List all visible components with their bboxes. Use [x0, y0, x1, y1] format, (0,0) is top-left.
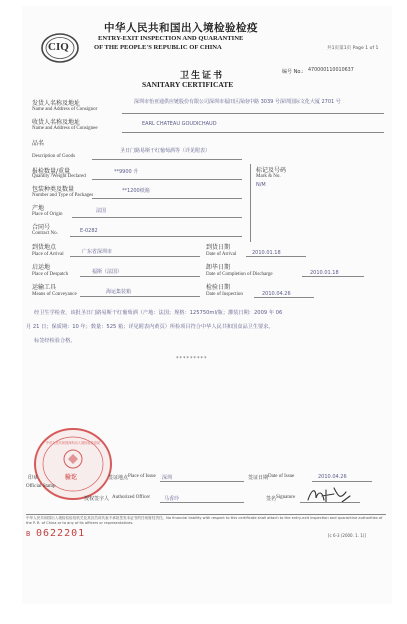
packages-value: **1200纸箱 — [122, 188, 150, 194]
certificate-title-cn: 卫生证书 — [180, 71, 225, 81]
result-line-3: 标签经检验合格。 — [34, 338, 76, 344]
certificate-sheet — [22, 6, 392, 604]
contract-label-en: Contract No. — [32, 231, 58, 236]
despatch-label-cn: 启运地 — [32, 264, 51, 271]
issue-place-underline — [160, 481, 244, 482]
quantity-label-en: Quantity /Weight Declared — [32, 174, 86, 179]
quantity-value: **9900 升 — [114, 169, 139, 175]
conveyance-value: 海运集装箱 — [106, 289, 132, 295]
consignor-label-en: Name and Address of Consignor — [32, 107, 98, 112]
stamp-label-cn: 印章 — [28, 475, 39, 481]
result-line-1: 经卫生学检查，该批圣日门路易斯干红葡萄酒（产地：法国；规格：125750ml/瓶；灌装日期：2009 年 06 — [34, 310, 283, 316]
consignee-value: EARL CHATEAU GOUDICHAUD — [142, 121, 217, 127]
marks-divider — [250, 164, 251, 242]
origin-underline — [72, 217, 242, 218]
arrival-place-underline — [70, 256, 200, 257]
officer-label-en: Authorized Officer — [112, 495, 151, 500]
issue-date-underline — [312, 481, 372, 482]
marks-label-en: Mark & No. — [256, 174, 281, 179]
issue-place-value: 深圳 — [162, 475, 173, 481]
header-title-cn: 中华人民共和国出入境检验检疫 — [104, 22, 258, 34]
consignee-label-cn: 收货人名称及地址 — [32, 119, 81, 126]
stamp-label-en: Official Stamp — [26, 484, 56, 489]
discharge-underline — [302, 276, 364, 277]
origin-label-en: Place of Origin — [32, 212, 63, 217]
handwritten-signature — [304, 484, 354, 510]
discharge-label-cn: 卸毕日期 — [206, 264, 231, 271]
goods-label-cn: 品名 — [32, 140, 45, 147]
disclaimer-text: 中华人民共和国出入境检验检疫机关及其官员或代表不承担签发本证书的任何财经责任。No financial liability with respect to this certificate shall attach to the entry-exit inspection and quarantine authorities of the P. R. of China or to any of its officers or representatives. — [26, 516, 383, 525]
despatch-label-en: Place of Despatch — [32, 272, 69, 277]
official-seal — [32, 426, 114, 502]
consignee-label-en: Name and Address of Consignee — [32, 126, 98, 131]
inspection-label-cn: 检验日期 — [206, 284, 231, 291]
issue-place-label-cn: 签证地点 — [108, 475, 129, 481]
officer-value: 马香玲 — [164, 496, 180, 502]
result-separator: ********* — [176, 356, 208, 362]
number-label: 编号 No.: — [282, 69, 304, 75]
number-value: 470000110010637 — [308, 68, 354, 73]
contract-underline — [70, 236, 242, 237]
packages-label-cn: 包装种类及数量 — [32, 186, 75, 193]
arrival-date-value: 2010.01.18 — [252, 250, 281, 256]
quantity-underline — [92, 179, 242, 180]
seal-ring-text: 中华人民共和国深圳出入境检验检疫局 — [45, 441, 101, 445]
issue-date-label-en: Date of Issue — [268, 474, 295, 479]
despatch-underline — [80, 276, 200, 277]
arrival-date-underline — [246, 256, 306, 257]
conveyance-label-cn: 运输工具 — [32, 284, 57, 291]
arrival-date-label-cn: 到货日期 — [206, 244, 231, 251]
logo-text: CIQ — [48, 41, 69, 53]
header-title-en-2: OF THE PEOPLE'S REPUBLIC OF CHINA — [94, 44, 222, 51]
consignor-label-cn: 发货人名称及地址 — [32, 100, 81, 107]
serial-number: 0622201 — [36, 528, 86, 539]
consignor-value: 深圳市怡亚通供应链股份有限公司深圳市福田区深南中路 3039 号深圳国际文化大厦 2701 号 — [134, 99, 341, 105]
certificate-title-en: SANITARY CERTIFICATE — [142, 80, 234, 89]
consignee-underline — [122, 132, 384, 133]
discharge-label-en: Date of Completion of Discharge — [206, 272, 273, 277]
packages-underline — [92, 198, 242, 199]
ciq-logo — [40, 32, 80, 64]
origin-label-cn: 产地 — [32, 205, 45, 212]
result-line-2: 月 21 日；保质期：10 年；数量：525 箱；详见附表内黄页）所检项目符合中华人民共和国食品卫生要求。 — [26, 324, 274, 330]
contract-label-cn: 合同号 — [32, 224, 51, 231]
conveyance-underline — [80, 296, 200, 297]
officer-underline — [160, 502, 244, 503]
issue-date-value: 2010.04.26 — [318, 474, 347, 480]
discharge-value: 2010.01.18 — [310, 270, 339, 276]
goods-value: 圣日门路易斯干红葡萄酒等（详见附表） — [120, 148, 211, 154]
despatch-value: 福斯（法国） — [92, 269, 123, 275]
quantity-label-cn: 报检数量/重量 — [32, 168, 71, 175]
contract-value: E-0282 — [80, 228, 98, 234]
disclaimer-rule — [26, 514, 386, 515]
arrival-place-value: 广东省深圳市 — [82, 249, 113, 255]
arrival-place-label-en: Place of Arrival — [32, 252, 64, 257]
inspection-value: 2010.04.26 — [262, 291, 291, 297]
marks-label-cn: 标记及号码 — [256, 167, 287, 174]
signature-label-cn: 签名 — [266, 496, 277, 502]
form-code: [c 6-3 (2000. 1. 1)] — [328, 533, 366, 538]
page-info: 共1页第1页 Page 1 of 1 — [327, 46, 379, 51]
seal-center-text: 验讫 — [65, 474, 78, 481]
inspection-underline — [254, 297, 314, 298]
arrival-date-label-en: Date of Arrival — [206, 252, 237, 257]
inspection-label-en: Date of Inspection — [206, 292, 243, 297]
marks-value: N/M — [256, 182, 266, 188]
arrival-place-label-cn: 到货地点 — [32, 244, 57, 251]
origin-value: 法国 — [96, 208, 107, 214]
serial-prefix: B — [26, 530, 32, 538]
signature-underline — [300, 502, 360, 503]
signature-label-en: Signature — [276, 495, 296, 500]
conveyance-label-en: Means of Conveyance — [32, 292, 77, 297]
goods-underline — [92, 159, 242, 160]
issue-place-label-en: Place of Issue — [128, 474, 156, 479]
goods-label-en: Description of Goods — [32, 154, 76, 159]
header-title-en-1: ENTRY-EXIT INSPECTION AND QUARANTINE — [98, 35, 244, 42]
issue-date-label-cn: 签证日期 — [248, 475, 269, 481]
consignor-underline — [122, 113, 384, 114]
packages-label-en: Number and Type of Packages — [32, 193, 94, 198]
officer-label-cn: 授权签字人 — [84, 496, 110, 502]
